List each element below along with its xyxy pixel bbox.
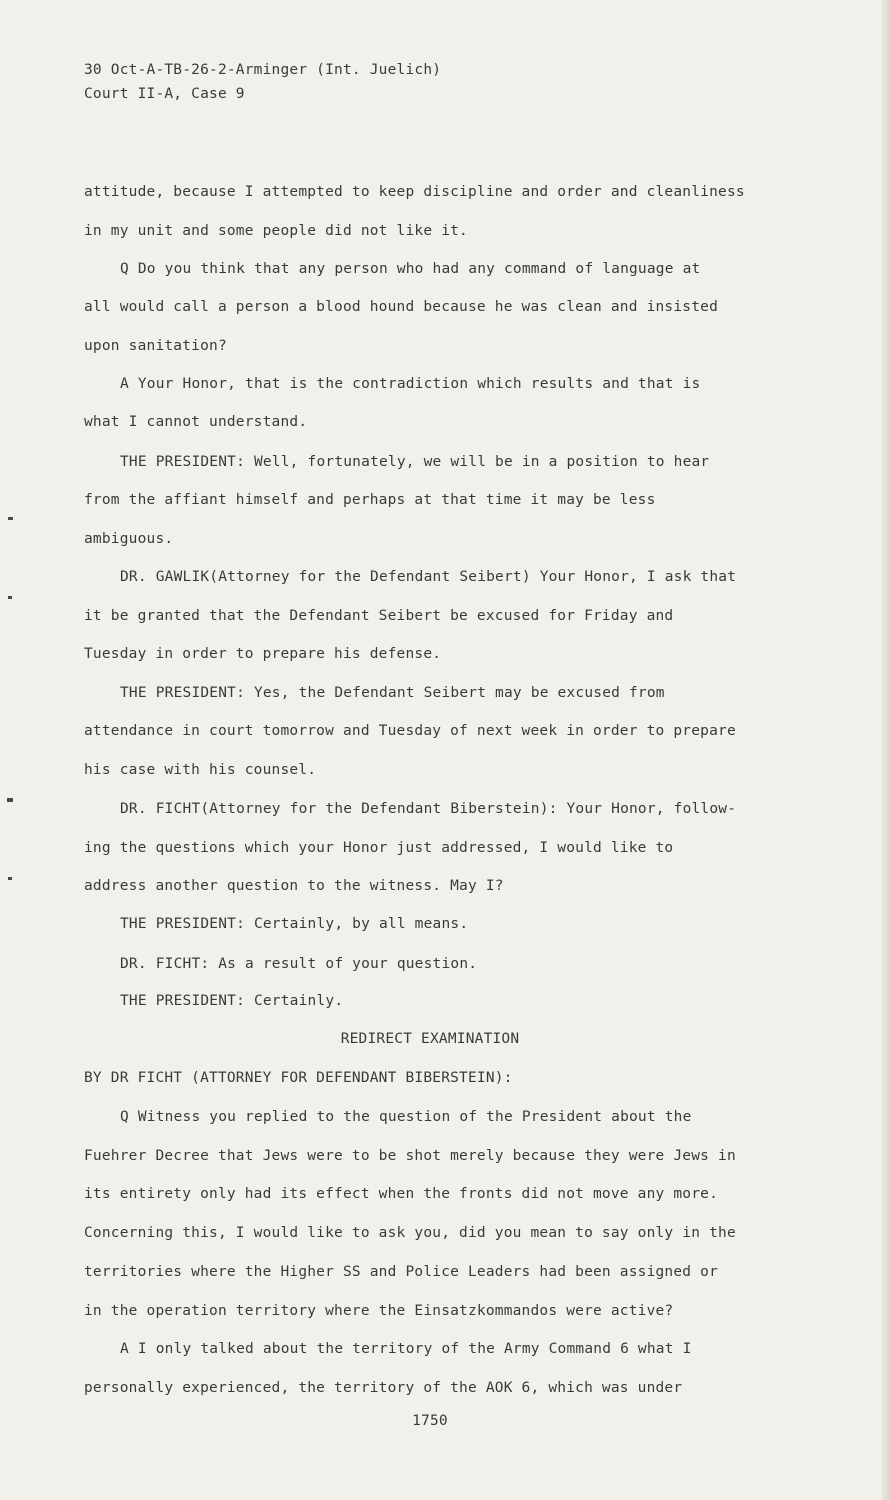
margin-mark [8, 517, 13, 520]
margin-mark [8, 596, 12, 599]
header-line-1: 30 Oct-A-TB-26-2-Arminger (Int. Juelich) [84, 62, 442, 78]
text-line: THE PRESIDENT: Certainly. [120, 993, 344, 1009]
text-line: THE PRESIDENT: Certainly, by all means. [120, 916, 469, 932]
text-line: in the operation territory where the Einsatzkommandos were active? [84, 1303, 674, 1319]
text-line: ambiguous. [84, 531, 174, 547]
text-line: A I only talked about the territory of the Army Command 6 what I [120, 1341, 692, 1357]
text-line: DR. FICHT(Attorney for the Defendant Biberstein): Your Honor, follow- [120, 801, 737, 817]
text-line: THE PRESIDENT: Well, fortunately, we will be in a position to hear [120, 454, 710, 470]
text-line: Tuesday in order to prepare his defense. [84, 646, 442, 662]
text-line: upon sanitation? [84, 338, 227, 354]
text-line: from the affiant himself and perhaps at that time it may be less [84, 492, 656, 508]
text-line: DR. GAWLIK(Attorney for the Defendant Seibert) Your Honor, I ask that [120, 569, 737, 585]
text-line: Fuehrer Decree that Jews were to be shot merely because they were Jews in [84, 1148, 736, 1164]
text-line: ing the questions which your Honor just addressed, I would like to [84, 840, 674, 856]
text-line: Q Do you think that any person who had any command of language at [120, 261, 701, 277]
page-number: 1750 [412, 1413, 448, 1429]
text-line: its entirety only had its effect when the fronts did not move any more. [84, 1186, 719, 1202]
text-line: territories where the Higher SS and Police Leaders had been assigned or [84, 1264, 719, 1280]
page-edge [882, 0, 890, 1500]
text-line: what I cannot understand. [84, 414, 308, 430]
text-line: in my unit and some people did not like it. [84, 223, 468, 239]
text-line: his case with his counsel. [84, 762, 317, 778]
text-line: DR. FICHT: As a result of your question. [120, 956, 478, 972]
text-line: it be granted that the Defendant Seibert be excused for Friday and [84, 608, 674, 624]
text-line: Concerning this, I would like to ask you, did you mean to say only in the [84, 1225, 736, 1241]
section-heading: REDIRECT EXAMINATION [340, 1031, 520, 1047]
text-line: all would call a person a blood hound because he was clean and insisted [84, 299, 719, 315]
text-line: attendance in court tomorrow and Tuesday of next week in order to prepare [84, 723, 736, 739]
margin-mark [8, 877, 12, 880]
text-line: address another question to the witness. May I? [84, 878, 504, 894]
text-line: personally experienced, the territory of the AOK 6, which was under [84, 1380, 683, 1396]
text-line: attitude, because I attempted to keep discipline and order and cleanliness [84, 184, 745, 200]
text-line: THE PRESIDENT: Yes, the Defendant Seibert may be excused from [120, 685, 665, 701]
text-line: Q Witness you replied to the question of the President about the [120, 1109, 692, 1125]
text-line: A Your Honor, that is the contradiction which results and that is [120, 376, 701, 392]
margin-mark [7, 798, 13, 802]
header-line-2: Court II-A, Case 9 [84, 86, 245, 102]
examiner-line: BY DR FICHT (ATTORNEY FOR DEFENDANT BIBERSTEIN): [84, 1070, 513, 1086]
